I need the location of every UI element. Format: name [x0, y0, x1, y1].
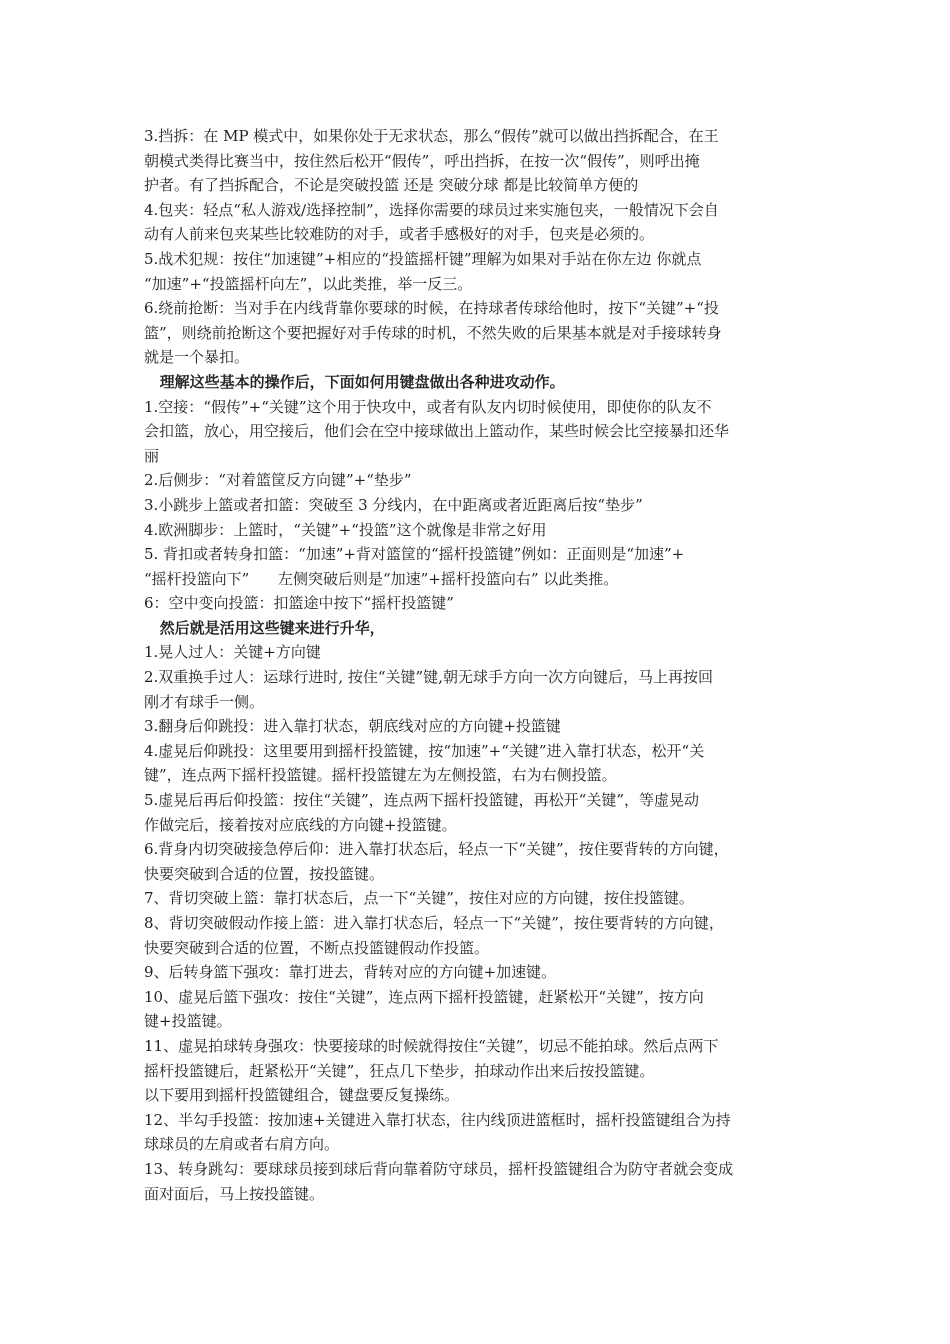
text-line: 会扣篮，放心，用空接后，他们会在空中接球做出上篮动作，某些时候会比空接暴扣还华: [144, 422, 730, 441]
text-line: 3.翻身后仰跳投：进入靠打状态，朝底线对应的方向键+投篮键: [144, 717, 561, 736]
text-line: 快要突破到合适的位置，按投篮键。: [144, 864, 385, 883]
text-line: 朝模式类得比赛当中，按住然后松开“假传”，呼出挡拆，在按一次“假传”，则呼出掩: [144, 151, 700, 170]
text-line: 4.包夹：轻点“私人游戏/选择控制”，选择你需要的球员过来实施包夹，一般情况下会自: [144, 200, 719, 219]
text-line: 快要突破到合适的位置，不断点投篮键假动作投篮。: [144, 938, 490, 957]
text-line: 4.欧洲脚步：上篮时，“关键”+“投篮”这个就像是非常之好用: [144, 520, 547, 539]
text-line: 2.后侧步：“对着篮筐反方向键”+“垫步”: [144, 471, 412, 490]
text-line: 护者。有了挡拆配合，不论是突破投篮 还是 突破分球 都是比较简单方便的: [144, 176, 639, 195]
text-line: 6：空中变向投篮：扣篮途中按下“摇杆投篮键”: [144, 594, 454, 613]
text-line: 13、转身跳勾：要球球员接到球后背向靠着防守球员，摇杆投篮键组合为防守者就会变成: [144, 1159, 734, 1178]
text-line: “加速”+“投篮摇杆向左”，以此类推，举一反三。: [144, 274, 473, 293]
text-line: 键+投篮键。: [144, 1012, 232, 1031]
document-body: [144, 124, 812, 1206]
text-line: 11、虚晃拍球转身强攻：快要接球的时候就得按住“关键”，切忌不能拍球。然后点两下: [144, 1036, 719, 1055]
text-line: 面对面后，马上按投篮键。: [144, 1184, 325, 1203]
text-line: 5.战术犯规：按住“加速键”+相应的“投篮摇杆键”理解为如果对手站在你左边 你就点: [144, 249, 702, 268]
text-line: 4.虚晃后仰跳投：这里要用到摇杆投篮键，按“加速”+“关键”进入靠打状态，松开“关: [144, 741, 705, 760]
text-line: 以下要用到摇杆投篮键组合，键盘要反复操练。: [144, 1086, 460, 1105]
text-line: 10、虚晃后篮下强攻：按住“关键”，连点两下摇杆投篮键，赶紧松开“关键”，按方向: [144, 987, 704, 1006]
text-line: 丽: [144, 446, 160, 465]
text-line: 动有人前来包夹某些比较难防的对手，或者手感极好的对手，包夹是必须的。: [144, 225, 655, 244]
text-line: 2.双重换手过人：运球行进时, 按住“关键”键,朝无球手方向一次方向键后，马上再按回: [144, 668, 713, 687]
text-line: 6.绕前抢断：当对手在内线背靠你要球的时候，在持球者传球给他时，按下“关键”+“投: [144, 299, 719, 318]
section-heading: 然后就是活用这些键来进行升华，: [144, 618, 385, 637]
text-line: 12、半勾手投篮：按加速+关键进入靠打状态，往内线顶进篮框时，摇杆投篮键组合为持: [144, 1110, 731, 1129]
text-line: 就是一个暴扣。: [144, 348, 250, 367]
text-line: 刚才有球手一侧。: [144, 692, 265, 711]
text-line: 篮”，则绕前抢断这个要把握好对手传球的时机，不然失败的后果基本就是对手接球转身: [144, 323, 722, 342]
text-line: “摇杆投篮向下” 左侧突破后则是“加速”+摇杆投篮向右” 以此类推。: [144, 569, 619, 588]
text-line: 3.挡拆：在 MP 模式中，如果你处于无求状态，那么“假传”就可以做出挡拆配合，在王: [144, 127, 719, 145]
text-line: 6.背身内切突破接急停后仰：进入靠打状态后，轻点一下“关键”，按住要背转的方向键，: [144, 840, 729, 859]
text-line: 5.虚晃后再后仰投篮：按住“关键”，连点两下摇杆投篮键，再松开“关键”，等虚晃动: [144, 791, 699, 810]
section-heading: 理解这些基本的操作后，下面如何用键盘做出各种进攻动作。: [144, 372, 565, 391]
text-line: 1.晃人过人：关键+方向键: [144, 643, 321, 662]
text-line: 球球员的左肩或者右肩方向。: [144, 1135, 340, 1154]
text-line: 作做完后，接着按对应底线的方向键+投篮键。: [144, 815, 457, 834]
text-line: 9、后转身篮下强攻：靠打进去，背转对应的方向键+加速键。: [144, 963, 557, 982]
text-line: 5. 背扣或者转身扣篮：“加速”+背对篮筐的“摇杆投篮键”例如：正面则是“加速”+: [144, 545, 685, 564]
text-line: 键”，连点两下摇杆投篮键。摇杆投篮键左为左侧投篮，右为右侧投篮。: [144, 766, 617, 785]
text-line: 7、背切突破上篮：靠打状态后，点一下“关键”，按住对应的方向键，按住投篮键。: [144, 889, 694, 908]
text-line: 摇杆投篮键后，赶紧松开“关键”，狂点几下垫步，拍球动作出来后按投篮键。: [144, 1061, 655, 1080]
text-line: 8、背切突破假动作接上篮：进入靠打状态后，轻点一下“关键”，按住要背转的方向键，: [144, 914, 724, 932]
text-line: 1.空接：“假传”+“关键”这个用于快攻中，或者有队友内切时候使用，即使你的队友不: [144, 397, 712, 416]
text-line: 3.小跳步上篮或者扣篮：突破至 3 分线内，在中距离或者近距离后按“垫步”: [144, 495, 643, 514]
